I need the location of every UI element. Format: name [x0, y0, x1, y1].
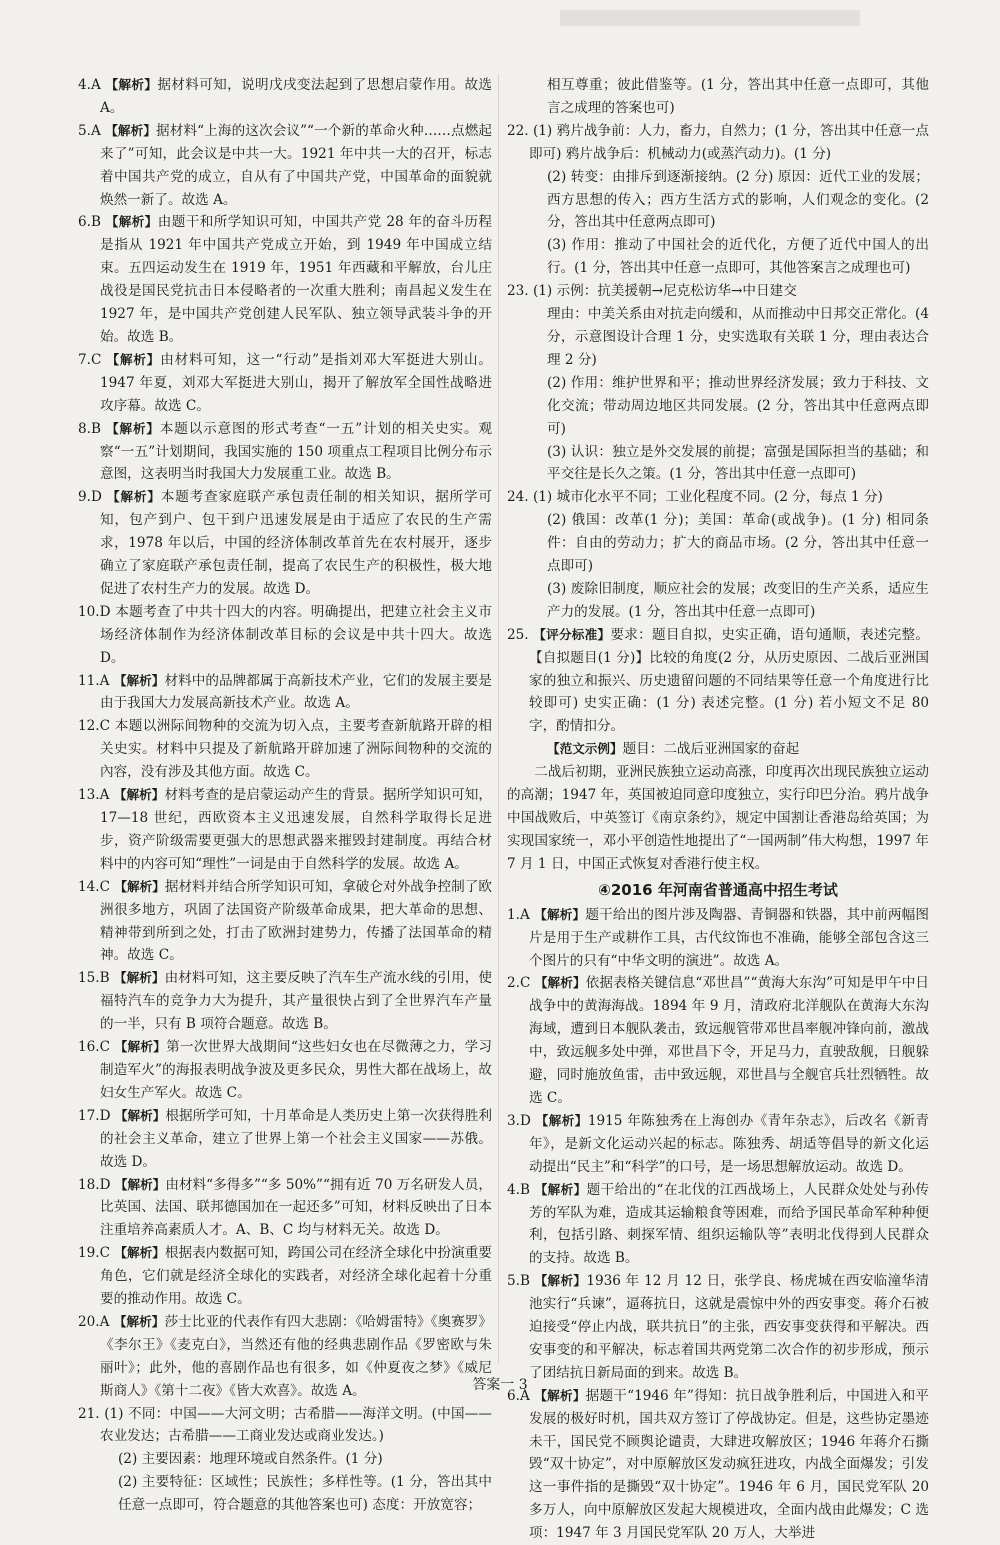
- answer-text: 题干给出的“在北伐的江西战场上，人民群众处处与孙传芳的军队为难，造成其运输粮食等困难，而给予国民革命军种种便利，包括引路、刺探军情、组织运输队等”表明北伐得到人民群众的支持。故选 B。: [529, 1181, 930, 1267]
- analysis-tag: 【解析】: [534, 1273, 587, 1289]
- answer-text: 材料考查的是启蒙运动产生的背景。据所学知识可知，17—18 世纪，西欧资本主义迅速发展，自然科学取得长足进步，资产阶级需要更强大的思想武器来摧毁封建制度。再结合材料中的内容可知“理性”一词是由于自然科学的发展。故选 A。: [100, 787, 493, 872]
- answer-number: 15.B: [78, 970, 110, 987]
- answer-text: 本题考查家庭联产承包责任制的相关知识，据所学可知，包产到户、包干到户迅速发展是由于适应了农民的生产需求，1978 年以后，中国的经济体制改革首先在农村展开，逐步确立了家庭联产承包责任制，提高了农民生产的积极性，极大地促进了农村生产力的发展。故选 D。: [100, 489, 493, 597]
- answer-item: [507, 509, 929, 578]
- essay-paragraph: 二战后初期，亚洲民族独立运动高涨，印度再次出现民族独立运动的高潮；1947 年，英国被迫同意印度独立，实行印巴分治。鸦片战争中国战败后，中英签订《南京条约》，规定中国割让香港岛给英国；为实现国家统一，邓小平创造性地提出了“一国两制”伟大构想，1997 年 7 月 1 日，中国正式恢复对香港行使主权。: [507, 764, 929, 872]
- answer-item: [507, 1110, 929, 1179]
- answer-item: [507, 578, 929, 624]
- analysis-tag: 【范文示例】: [547, 741, 623, 757]
- analysis-tag: 【解析】: [106, 351, 161, 367]
- answer-item: [78, 1471, 492, 1517]
- answer-text: 由题干和所学知识可知，中国共产党 28 年的奋斗历程是指从 1921 年中国共产党成立开始，到 1949 年中国成立结束。五四运动发生在 1919 年，1951 年西藏和平解放，台儿庄战役是国民党抗击日本侵略者的一次重大胜利；南昌起义发生在 1927 年，是中国共产党创建人民军队、独立领导武装斗争的开始。故选 B。: [100, 214, 492, 345]
- answer-text: (1) 示例：抗美援朝→尼克松访华→中日建交: [532, 283, 797, 300]
- answer-number: 3.D: [507, 1112, 531, 1129]
- analysis-tag: 【解析】: [113, 970, 165, 986]
- answer-text: 由材料可知，这一“行动”是指刘邓大军挺进大别山。1947 年夏，刘邓大军挺进大别山，揭开了解放军全国性战略进攻序幕。故选 C。: [100, 351, 493, 414]
- analysis-tag: 【解析】: [113, 1313, 165, 1329]
- left-column: [78, 74, 492, 1517]
- answer-text: 据题干“1946 年”得知：抗日战争胜利后，中国进入和平发展的极好时机，国共双方签订了停战协定。但是，这些协定墨迹未干，国民党不顾舆论谴责，大肆进攻解放区；1946 年蒋介石撕毁“双十协定”，对中原解放区发动疯狂进攻，内战全面爆发；引发这一事件指的是撕毁“双十协定”。1946 年 6 月，国民党军队 20 多万人，向中原解放区发起大规模进攻，全面内战由此爆发；C 选项：1947 年 3 月国民党军队 20 万人，大举进: [529, 1387, 929, 1542]
- answer-number: 9.D: [78, 489, 102, 506]
- analysis-tag: 【解析】: [114, 1176, 166, 1192]
- answer-number: 23.: [507, 283, 529, 300]
- answer-text: 由材料可知，这主要反映了汽车生产流水线的引用，使福特汽车的竞争力大为提升，其产量很快占到了全世界汽车产量的一半，只有 B 项符合题意。故选 B。: [100, 970, 493, 1033]
- answer-item: [78, 876, 492, 968]
- answer-item: [78, 1036, 492, 1105]
- answer-text: 题目：二战后亚洲国家的奋起: [622, 741, 800, 758]
- analysis-tag: 【评分标准】: [533, 626, 611, 642]
- answer-item: [78, 1403, 492, 1449]
- answer-item: [507, 74, 929, 120]
- answer-text: 根据所学可知，十月革命是人类历史上第一次获得胜利的社会主义革命，建立了世界上第一个社会主义国家——苏俄。故选 D。: [100, 1107, 492, 1170]
- analysis-tag: 【解析】: [114, 878, 165, 894]
- analysis-tag: 【解析】: [535, 1112, 588, 1128]
- answer-text: 要求：题目自拟，史实正确，语句通顺，表述完整。【自拟题目(1 分)】比较的角度(2 分，从历史原因、二战后亚洲国家的独立和振兴、历史遗留问题的不同结果等任意一个角度进行比较即可) 史实正确：(1 分) 表述完整。(1 分) 若小短文不足 80 字，酌情扣分。: [529, 626, 929, 735]
- answer-item: [507, 441, 929, 487]
- analysis-tag: 【解析】: [114, 1245, 165, 1261]
- header-watermark: [560, 10, 860, 26]
- answer-item: [507, 904, 929, 973]
- answer-number: 12.C: [78, 718, 111, 735]
- answer-text: (1) 城市化水平不同；工业化程度不同。(2 分，每点 1 分): [532, 489, 883, 506]
- answer-number: 18.D: [78, 1176, 111, 1193]
- answer-item: [507, 303, 929, 372]
- answer-text: (3) 废除旧制度，顺应社会的发展；改变旧的生产关系，适应生产力的发展。(1 分，答出其中任意一点即可): [547, 580, 929, 620]
- answer-number: 5.A: [78, 122, 101, 139]
- answer-text: 本题以洲际间物种的交流为切入点，主要考查新航路开辟的相关史实。材料中只提及了新航路开辟加速了洲际间物种的交流的內容，没有涉及其他方面。故选 C。: [100, 718, 492, 781]
- answer-text: (2) 主要因素：地理环境或自然条件。(1 分): [118, 1451, 383, 1468]
- answer-number: 20.A: [78, 1313, 110, 1330]
- answer-item: [507, 166, 929, 235]
- answer-item: [78, 211, 492, 348]
- analysis-tag: 【解析】: [114, 1039, 167, 1055]
- answer-number: 22.: [507, 122, 529, 139]
- answer-item: [507, 120, 929, 166]
- answer-item: [78, 967, 492, 1036]
- answer-item: [507, 1385, 929, 1545]
- answer-number: 4.B: [507, 1181, 530, 1198]
- answer-number: 21.: [78, 1405, 100, 1422]
- answer-item: [507, 1179, 929, 1271]
- analysis-tag: 【解析】: [106, 420, 160, 436]
- answer-text: 据材料“上海的这次会议”“一个新的革命火种……点燃起来了”可知，此会议是中共一大。1921 年中共一大的召开，标志着中国共产党的成立，自从有了中国共产党，中国革命的面貌就焕然一新了。故选 A。: [100, 122, 493, 208]
- answer-text: 1936 年 12 月 12 日，张学良、杨虎城在西安临潼华清池实行“兵谏”，逼蒋抗日，这就是震惊中外的西安事变。蒋介石被迫接受“停止内战，联共抗日”的主张，西安事变获得和平解决。西安事变的和平解决，标志着国共两党第二次合作的初步形成，预示了团结抗日新局面的到来。故选 B。: [529, 1273, 929, 1381]
- analysis-tag: 【解析】: [534, 906, 586, 922]
- analysis-tag: 【解析】: [113, 787, 165, 803]
- answer-item: [78, 1448, 492, 1471]
- answer-item: [78, 670, 492, 716]
- analysis-tag: 【解析】: [534, 1387, 586, 1403]
- analysis-tag: 【解析】: [534, 1181, 587, 1197]
- answer-item: [507, 486, 929, 509]
- answer-item: [78, 486, 492, 601]
- answer-item: [507, 624, 929, 739]
- answer-text: (1) 不同：中国——大河文明；古希腊——海洋文明。(中国——农业发达；古希腊——工商业发达或商业发达。): [100, 1405, 492, 1445]
- answer-text: (2) 转变：由排斥到逐渐接纳。(2 分) 原因：近代工业的发展；西方思想的传入；西方生活方式的影响，人们观念的变化。(2 分，答出其中任意两点即可): [547, 168, 929, 231]
- answer-number: 2.C: [507, 975, 531, 992]
- answer-number: 17.D: [78, 1107, 111, 1124]
- answer-item: [78, 120, 492, 212]
- answer-number: 4.A: [78, 77, 101, 93]
- answer-number: 24.: [507, 489, 529, 506]
- answer-text: 理由：中美关系由对抗走向缓和，从而推动中日邦交正常化。(4 分，示意图设计合理 1 分，史实选取有关联 1 分，理由表达合理 2 分): [547, 306, 929, 368]
- answer-text: 第一次世界大战期间“这些妇女也在尽微薄之力，学习制造军火”的海报表明战争波及更多民众，男性大都在战场上，故妇女生产军火。故选 C。: [100, 1039, 493, 1101]
- analysis-tag: 【解析】: [534, 975, 586, 991]
- answer-text: 根据表内数据可知，跨国公司在经济全球化中扮演重要角色，它们就是经济全球化的实践者，对经济全球化起着十分重要的推动作用。故选 C。: [100, 1245, 493, 1308]
- answer-item: [78, 1174, 492, 1243]
- analysis-tag: 【解析】: [114, 1107, 166, 1123]
- answer-text: 由材料“多得多”“多 50%”“拥有近 70 万名研发人员，比英国、法国、联邦德国加在一起还多”可知，材料反映出了日本注重培养高素质人才。A、B、C 均与材料无关。故选 D。: [100, 1176, 492, 1239]
- answer-item: [78, 74, 492, 120]
- analysis-tag: 【解析】: [107, 489, 161, 505]
- answer-text: 依据表格关键信息“邓世昌”“黄海大东沟”可知是甲午中日战争中的黄海海战。1894 年 9 月，清政府北洋舰队在黄海大东沟海域，遭到日本舰队袭击，致远舰管带邓世昌率舰冲锋向前，激战中，致远舰多处中弹，邓世昌下令，开足马力，直驶敌舰，日舰躲避，同时施放鱼雷，击中致远舰，邓世昌与全舰官兵壮烈牺牲。故选 C。: [529, 975, 929, 1106]
- answer-text: 材料中的品牌都属于高新技术产业，它们的发展主要是由于我国大力发展高新技术产业。故选 A。: [100, 672, 493, 712]
- answer-number: 1.A: [507, 906, 530, 923]
- answer-item: [78, 349, 492, 418]
- page-footer: 答案一 3: [472, 1377, 528, 1393]
- analysis-tag: 【解析】: [105, 77, 158, 92]
- answer-number: 11.A: [78, 672, 110, 689]
- answer-text: 本题考查了中共十四大的内容。明确提出，把建立社会主义市场经济体制作为经济体制改革目标的会议是中共十四大。故选 D。: [100, 603, 492, 666]
- answer-text: (3) 认识：独立是外交发展的前提；富强是国际担当的基础；和平交往是长久之策。(1 分，答出其中任意一点即可): [547, 443, 929, 483]
- answer-item: [507, 972, 929, 1109]
- column-divider: [498, 74, 499, 1364]
- answer-item: [78, 601, 492, 670]
- answer-item: [78, 1105, 492, 1174]
- analysis-tag: 【解析】: [105, 214, 158, 230]
- answer-text: (2) 主要特征：区域性；民族性；多样性等。(1 分，答出其中任意一点即可，符合题意的其他答案也可) 态度：开放宽容；: [118, 1474, 492, 1514]
- answer-text: (2) 作用：维护世界和平；推动世界经济发展；致力于科技、文化交流；带动周边地区共同发展。(2 分，答出其中任意两点即可): [547, 374, 929, 437]
- answer-text: 题干给出的图片涉及陶器、青铜器和铁器，其中前两幅图片是用于生产或耕作工具，古代纹饰也不准确，能够全部包含这三个图片的只有“中华文明的演进”。故选 A。: [529, 906, 930, 969]
- answer-item: [507, 372, 929, 441]
- answer-text: 本题以示意图的形式考查“一五”计划的相关史实。观察“一五”计划期间，我国实施的 150 项重点工程项目比例分布示意图，这表明当时我国大力发展重工业。故选 B。: [100, 420, 492, 483]
- answer-number: 25.: [507, 626, 529, 643]
- section-title: ④2016 年河南省普通高中招生考试: [598, 880, 838, 899]
- answer-number: 5.B: [507, 1273, 530, 1290]
- answer-number: 14.C: [78, 878, 111, 895]
- answer-number: 7.C: [78, 351, 102, 368]
- answer-text: (2) 俄国：改革(1 分)；美国：革命(或战争)。(1 分) 相同条件：自由的劳动力；扩大的商品市场。(2 分，答出其中任意一点即可): [547, 512, 929, 575]
- answer-number: 13.A: [78, 787, 110, 804]
- answer-text: 据材料并结合所学知识可知，拿破仑对外战争控制了欧洲很多地方，巩固了法国资产阶级革命成果，把大革命的思想、精神带到所到之处，打击了欧洲封建势力，传播了法国革命的精神。故选 C。: [100, 878, 493, 964]
- answer-item: [507, 234, 929, 280]
- answer-text: (1) 鸦片战争前：人力，畜力，自然力；(1 分，答出其中任意一点即可) 鸦片战争后：机械动力(或蒸汽动力)。(1 分): [529, 122, 929, 162]
- answer-number: 6.B: [78, 214, 101, 231]
- answer-text: 莎士比亚的代表作有四大悲剧：《哈姆雷特》《奥赛罗》《李尔王》《麦克白》，当然还有他的经典悲剧作品《罗密欧与朱丽叶》；此外，他的喜剧作品也有很多，如《仲夏夜之梦》《威尼斯商人》《第十二夜》《皆大欢喜》。故选 A。: [100, 1313, 493, 1399]
- answer-text: 相互尊重；彼此借鉴等。(1 分，答出其中任意一点即可，其他言之成理的答案也可): [547, 77, 929, 116]
- answer-item: [78, 1242, 492, 1311]
- answer-number: 19.C: [78, 1245, 111, 1262]
- right-column: [507, 74, 929, 1545]
- answer-item: [507, 1270, 929, 1385]
- analysis-tag: 【解析】: [113, 672, 165, 688]
- answer-text: (3) 作用：推动了中国社会的近代化，方便了近代中国人的出行。(1 分，答出其中任意一点即可，其他答案言之成理也可): [547, 237, 929, 277]
- answer-item: [78, 715, 492, 784]
- answer-number: 6.A: [507, 1387, 530, 1404]
- answer-number: 10.D: [78, 603, 111, 620]
- answer-number: 16.C: [78, 1039, 111, 1056]
- answer-item: [78, 418, 492, 487]
- answer-text: 据材料可知，说明戊戌变法起到了思想启蒙作用。故选 A。: [100, 77, 492, 116]
- answer-text: 1915 年陈独秀在上海创办《青年杂志》，后改名《新青年》，是新文化运动兴起的标志。陈独秀、胡适等倡导的新文化运动提出“民主”和“科学”的口号，是一场思想解放运动。故选 D。: [529, 1112, 929, 1175]
- answer-item: [78, 784, 492, 876]
- answer-number: 8.B: [78, 420, 101, 437]
- answer-item: [507, 280, 929, 303]
- analysis-tag: 【解析】: [105, 122, 157, 138]
- answer-item: [507, 738, 929, 761]
